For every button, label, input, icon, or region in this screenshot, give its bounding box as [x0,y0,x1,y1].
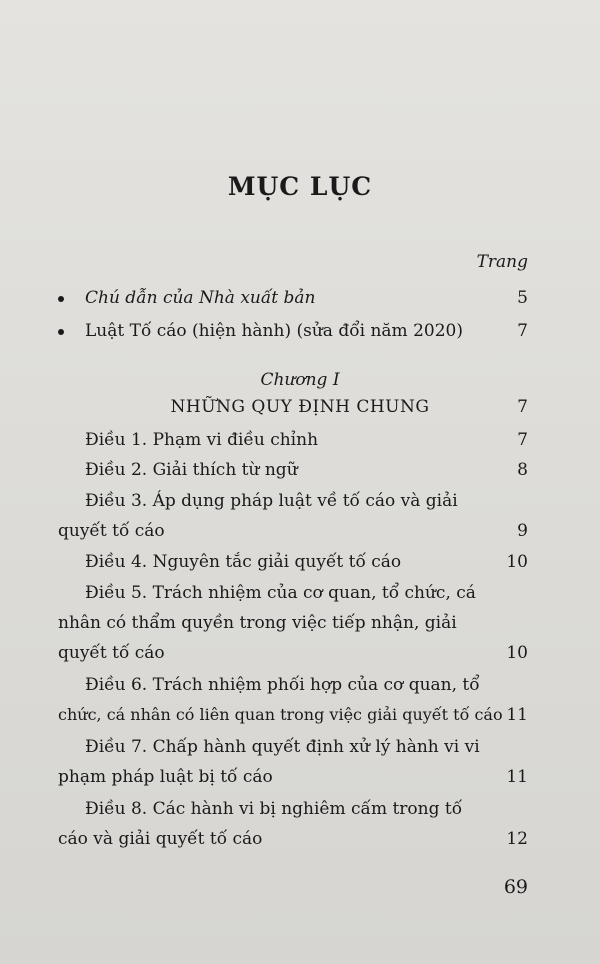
entry-page: 7 [517,397,528,417]
entry-text: Điều 2. Giải thích từ ngữ [85,460,298,480]
entry-text: Luật Tố cáo (hiện hành) (sửa đổi năm 2020) [85,321,463,341]
entry-page: 7 [517,321,528,341]
entry-text: Điều 5. Trách nhiệm của cơ quan, tổ chức, cá [85,583,476,603]
entry-text: Điều 3. Áp dụng pháp luật về tố cáo và giải [85,491,458,511]
entry-text: Điều 4. Nguyên tắc giải quyết tố cáo [85,552,402,572]
entry-text: cáo và giải quyết tố cáo [58,829,263,849]
entry-page: 11 [506,705,528,725]
entry-page: 12 [506,829,528,849]
entry-page: 9 [517,521,528,541]
entry-text: phạm pháp luật bị tố cáo [58,767,273,787]
entry-text: Điều 1. Phạm vi điều chỉnh [85,430,319,450]
entry-text: nhân có thẩm quyền trong việc tiếp nhận, giải [58,613,457,633]
page-title: MỤC LỤC [227,172,373,201]
page-column-label: Trang [476,252,528,272]
entry-text: quyết tố cáo [58,643,165,663]
entry-page: 7 [517,430,528,450]
entry-text: Điều 8. Các hành vi bị nghiêm cấm trong tố [85,799,463,819]
bullet-icon [58,329,64,335]
entry-text: quyết tố cáo [58,521,165,541]
entry-page: 8 [517,460,528,480]
entry-text: Chú dẫn của Nhà xuất bản [85,288,316,308]
entry-page: 11 [506,767,528,787]
entry-page: 10 [506,643,528,663]
chapter-title: NHỮNG QUY ĐỊNH CHUNG [170,397,430,417]
entry-page: 10 [506,552,528,572]
entry-text: Điều 7. Chấp hành quyết định xử lý hành vi vi [85,737,480,757]
page-number: 69 [503,876,528,898]
chapter-label: Chương I [260,370,340,390]
entry-page: 5 [517,288,528,308]
bullet-icon [58,296,64,302]
entry-text: chức, cá nhân có liên quan trong việc giải quyết tố cáo [58,705,503,724]
entry-text: Điều 6. Trách nhiệm phối hợp của cơ quan, tổ [85,675,480,695]
